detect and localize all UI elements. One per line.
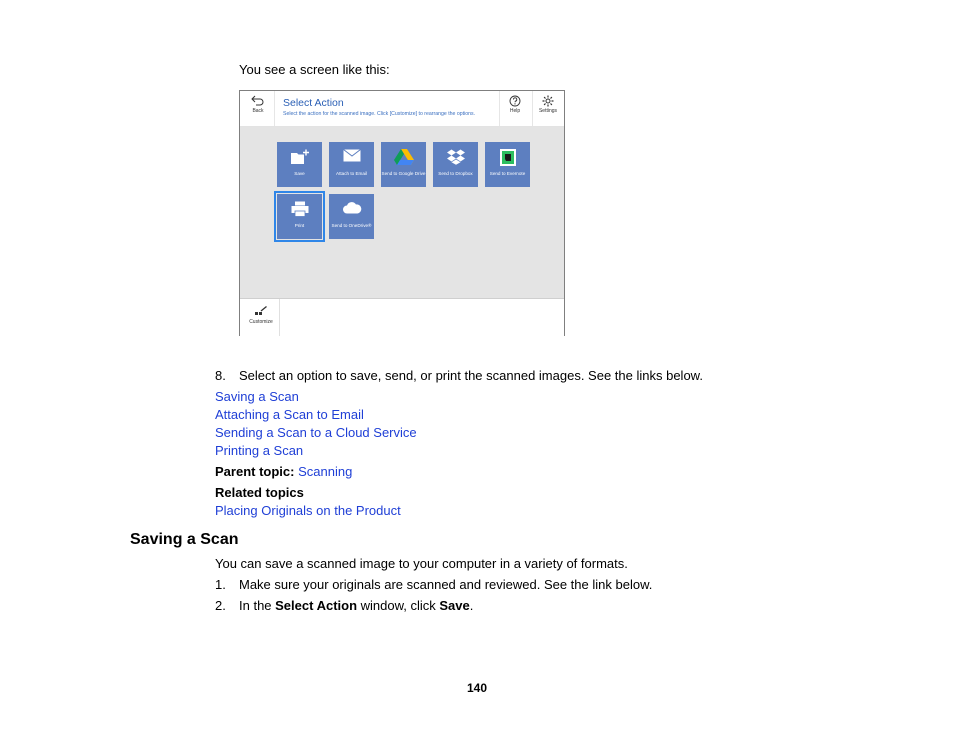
step-text: Make sure your originals are scanned and reviewed. See the link below.: [239, 577, 653, 592]
tile-save: [277, 142, 322, 187]
related-topics-heading: [215, 485, 304, 501]
gear-icon: [542, 95, 554, 107]
select-action-bold: Select Action: [275, 598, 358, 613]
action-tile-area: [240, 127, 564, 298]
step-number: 1.: [215, 577, 226, 592]
back-button: [243, 95, 273, 123]
tile-label: Send to Evernote: [489, 171, 526, 176]
google-drive-icon: [394, 149, 414, 166]
help-button: [500, 95, 530, 123]
link-saving-a-scan[interactable]: Saving a Scan: [215, 389, 299, 404]
settings-label: Settings: [538, 108, 558, 114]
tile-label: Print: [294, 223, 305, 228]
printer-icon: [291, 201, 309, 217]
tile-onedrive: [329, 194, 374, 239]
tile-dropbox: [433, 142, 478, 187]
section-intro: You can save a scanned image to your computer in a variety of formats.: [215, 556, 628, 571]
link-attaching-scan-email[interactable]: Attaching a Scan to Email: [215, 407, 364, 422]
dropbox-icon: [447, 149, 465, 165]
screenshot-footer: [240, 298, 564, 336]
tile-label: Save: [294, 171, 305, 176]
footer-divider: [279, 299, 280, 336]
envelope-icon: [343, 149, 361, 162]
screenshot-header: [240, 91, 564, 127]
help-icon: [509, 95, 521, 107]
link-printing-a-scan[interactable]: Printing a Scan: [215, 443, 304, 458]
link-scanning[interactable]: Scanning: [298, 464, 353, 479]
parent-topic-label: Parent topic:: [215, 464, 295, 479]
folder-plus-icon: [290, 149, 310, 165]
back-label: Back: [252, 108, 264, 114]
cloud-icon: [342, 201, 362, 214]
tile-label: Send to Dropbox: [438, 171, 473, 176]
related-topics-label: Related topics: [215, 485, 304, 500]
tile-label: Send to OneDrive®: [331, 223, 372, 228]
step-number: 8.: [215, 368, 226, 383]
screenshot-subtitle: Select the action for the scanned image. Click [Customize] to rearrange the options.: [283, 111, 476, 117]
intro-text: You see a screen like this:: [239, 62, 390, 77]
back-arrow-icon: [251, 95, 265, 107]
evernote-icon: [500, 149, 516, 166]
step-text-part: window, click: [357, 598, 440, 613]
tile-print: [277, 194, 322, 239]
step-text: [239, 598, 473, 614]
customize-icon: [254, 306, 268, 318]
save-bold: Save: [439, 598, 470, 613]
header-divider: [274, 91, 275, 126]
tile-google-drive: [381, 142, 426, 187]
customize-label: Customize: [249, 319, 273, 325]
section-heading: Saving a Scan: [130, 531, 239, 548]
parent-topic: [215, 464, 352, 480]
link-sending-scan-cloud[interactable]: Sending a Scan to a Cloud Service: [215, 425, 417, 440]
customize-button: [245, 304, 277, 330]
step-text: Select an option to save, send, or print the scanned images. See the links below.: [239, 368, 703, 383]
settings-button: [533, 95, 563, 123]
tile-label: Attach to Email: [336, 171, 367, 176]
select-action-screenshot: [239, 90, 565, 336]
step-text-part: In the: [239, 598, 276, 613]
step-text-part: .: [469, 598, 474, 613]
link-placing-originals[interactable]: Placing Originals on the Product: [215, 503, 401, 518]
tile-attach-email: [329, 142, 374, 187]
tile-label: Send to Google Drive: [381, 171, 426, 176]
screenshot-title: Select Action: [283, 97, 344, 109]
help-label: Help: [509, 108, 521, 114]
page-number: 140: [466, 681, 488, 695]
tile-evernote: [485, 142, 530, 187]
step-number: 2.: [215, 598, 226, 613]
